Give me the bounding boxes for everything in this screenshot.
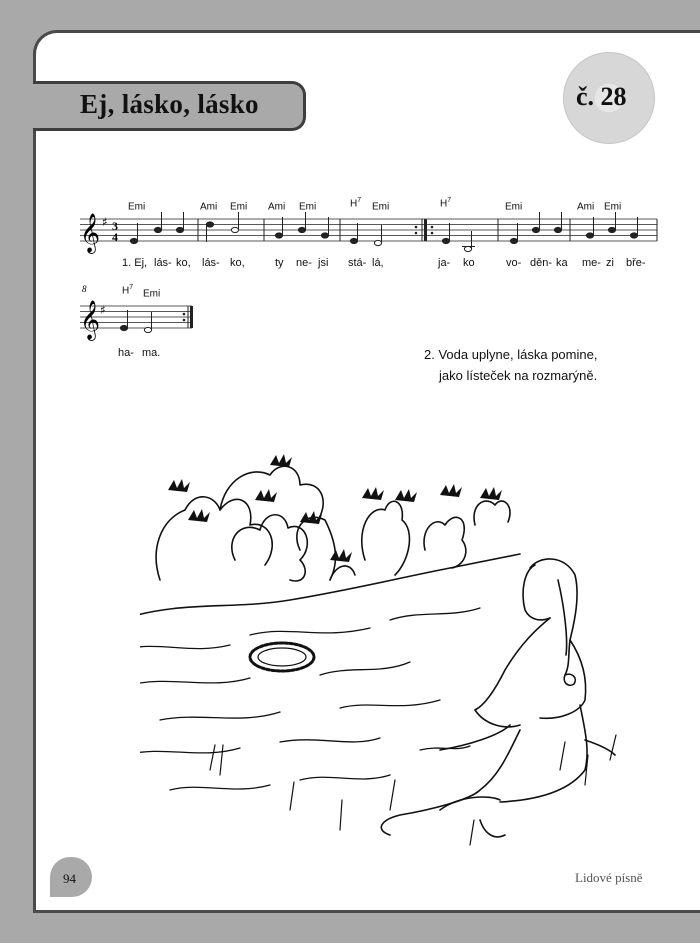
measure-number: 8 (82, 284, 87, 294)
verse-2-line-1: 2. Voda uplyne, láska pomine, (424, 347, 598, 362)
bush (362, 501, 410, 575)
body (580, 705, 587, 770)
key-sharp-icon: ♯ (100, 303, 106, 317)
section-label: Lidové písně (575, 870, 643, 885)
lyric-syllable: lá, (372, 257, 384, 269)
chord-label: Ami (577, 201, 595, 213)
bush (424, 517, 466, 568)
key-sharp-icon: ♯ (102, 215, 108, 229)
lyric-syllable: bře- (626, 257, 646, 269)
river-girl-illustration (140, 450, 640, 860)
lyric-syllable: stá- (348, 257, 367, 269)
chord-label: Emi (143, 288, 161, 300)
treble-clef-icon: 𝄞 (80, 300, 101, 340)
bush (297, 517, 336, 580)
grass-strokes (210, 735, 616, 845)
lyric-syllable: vo- (506, 257, 522, 269)
hand (585, 740, 615, 755)
lyric-syllable: lás- (202, 257, 220, 269)
skirt (381, 730, 520, 835)
lyric-syllable: 1. Ej, (122, 257, 148, 269)
repeat-dots (183, 226, 434, 322)
final-barline (190, 306, 193, 328)
chord-label: Ami (268, 201, 286, 213)
chord-label: $H^7$ (440, 197, 452, 210)
chord-label: Emi (230, 201, 248, 213)
riverbank (140, 554, 520, 620)
lyric-syllable: ja- (438, 257, 451, 269)
verse-2-line-2: jako lísteček na rozmarýně. (439, 368, 598, 383)
time-signature-top: 3 (112, 219, 118, 233)
cape-hem (475, 710, 520, 727)
bush (156, 497, 272, 580)
lyric-syllable: ka (556, 257, 568, 269)
lyric-syllable: děn- (530, 257, 553, 269)
lyric-syllable: ty (275, 257, 284, 269)
cape-right (540, 640, 586, 718)
chord-label: $H^7$ (350, 197, 362, 210)
lyric-syllable: ko, (230, 257, 245, 269)
repeat-barline (424, 219, 427, 241)
flower-wreath (250, 643, 314, 671)
lyric-syllable: ko (463, 257, 475, 269)
bush (232, 515, 308, 581)
chord-label: Emi (372, 201, 390, 213)
chord-label: Emi (505, 201, 523, 213)
song-title: Ej, lásko, lásko (80, 89, 259, 119)
song-number: č. 28 (576, 82, 627, 111)
lyric-syllable: lás- (154, 257, 172, 269)
treble-clef-icon: 𝄞 (80, 213, 101, 253)
lyric-syllable: ko, (176, 257, 191, 269)
face (523, 565, 550, 620)
cape-left (475, 618, 550, 710)
lyric-syllable: jsi (318, 257, 329, 269)
bush (474, 501, 510, 525)
flower-wreath-inner (258, 648, 306, 666)
braid (558, 580, 567, 655)
chord-label: $H^7$ (122, 284, 134, 297)
hair (530, 559, 577, 675)
arm (440, 725, 510, 750)
lyric-syllable: ha- (118, 347, 134, 359)
lyric-syllable: ma. (142, 347, 161, 359)
lyric-syllable: me- (582, 257, 601, 269)
chord-label: Emi (604, 201, 622, 213)
page-number: 94 (63, 871, 76, 886)
shoe (480, 820, 505, 837)
time-signature-bottom: 4 (112, 230, 118, 244)
chord-label: Emi (299, 201, 317, 213)
girl-figure (381, 559, 615, 837)
chord-label: Ami (200, 201, 218, 213)
skirt-hem (500, 770, 585, 802)
lyric-syllable: zi (606, 257, 614, 269)
notes-system-1 (130, 212, 637, 252)
chord-label: Emi (128, 201, 146, 213)
lyric-syllable: ne- (296, 257, 312, 269)
notes-system-2 (120, 310, 151, 333)
hair-bow (564, 674, 575, 685)
bush (220, 466, 323, 520)
water-ripples (140, 608, 480, 790)
